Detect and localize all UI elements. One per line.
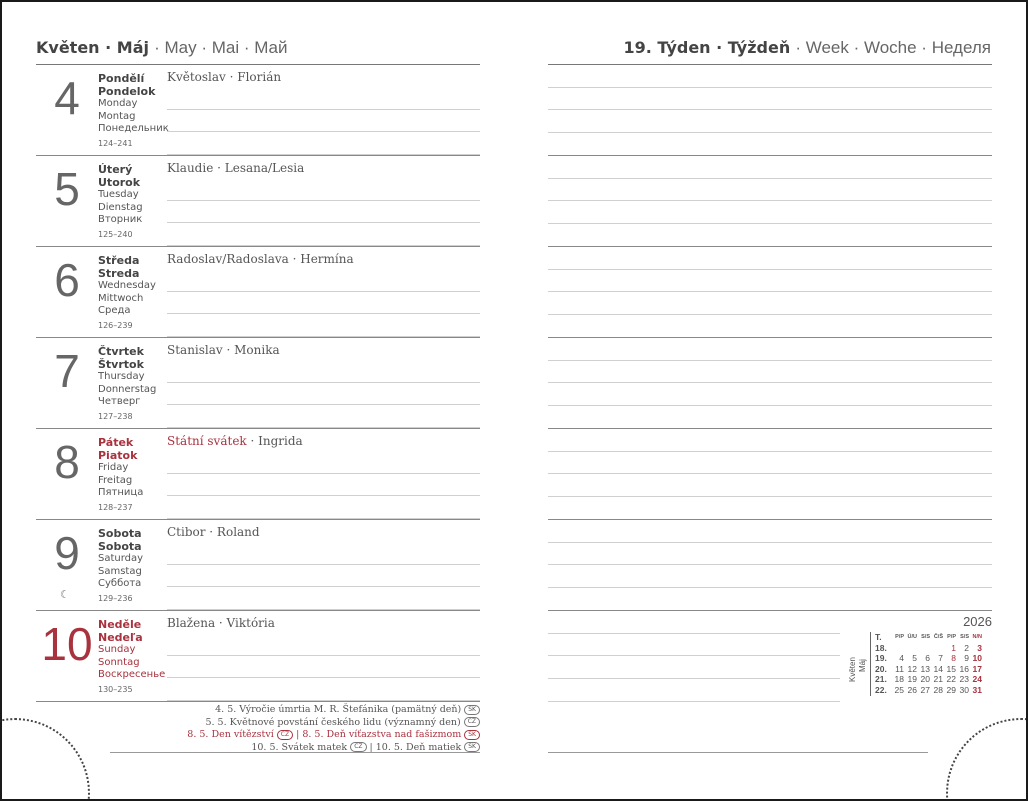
sk-badge: SK bbox=[464, 705, 480, 715]
writing-lines[interactable] bbox=[167, 360, 480, 428]
calendar-day: 31 bbox=[972, 684, 982, 695]
holiday-rule bbox=[110, 752, 480, 753]
calendar-day: 4 bbox=[899, 653, 904, 663]
day-of-year: 129–236 bbox=[98, 593, 133, 603]
day-number: 6 bbox=[54, 254, 80, 306]
day-name-cz: Čtvrtek bbox=[98, 345, 144, 358]
mini-calendar bbox=[846, 614, 992, 700]
day-of-year: 128–237 bbox=[98, 502, 133, 512]
calendar-day bbox=[931, 643, 944, 654]
holiday-text: | 8. 5. Deň víťazstva nad fašizmom bbox=[296, 729, 462, 740]
week-number: 22. bbox=[875, 684, 887, 695]
day-name-sk: Pondelok bbox=[98, 84, 156, 98]
day-name-de: Sonntag bbox=[98, 656, 140, 668]
weekday-header: P/P bbox=[895, 634, 904, 640]
notes-block[interactable] bbox=[548, 611, 840, 702]
notes-block[interactable] bbox=[548, 156, 992, 247]
calendar-day: 28 bbox=[933, 684, 943, 695]
nameday: Ctibor · Roland bbox=[167, 525, 260, 539]
notes-block[interactable] bbox=[548, 65, 992, 156]
day-names bbox=[98, 619, 165, 696]
day-name-en: Friday bbox=[98, 462, 129, 473]
day-row-10[interactable] bbox=[36, 611, 480, 702]
day-number: 8 bbox=[54, 436, 80, 488]
calendar-day: 17 bbox=[972, 663, 982, 674]
day-row-9[interactable] bbox=[36, 520, 480, 611]
day-of-year: 124–241 bbox=[98, 138, 133, 148]
calendar-day: 5 bbox=[912, 653, 917, 663]
cz-badge: CZ bbox=[277, 730, 293, 740]
calendar-day: 14 bbox=[933, 663, 943, 674]
mini-calendar-divider bbox=[870, 632, 871, 696]
state-holiday-label: Státní svátek bbox=[167, 434, 247, 448]
calendar-day: 19 bbox=[907, 674, 917, 684]
writing-lines[interactable] bbox=[167, 451, 480, 519]
binder-arc-left bbox=[0, 700, 100, 799]
holiday-text: 5. 5. Květnové povstání českého lidu (významný den) bbox=[205, 716, 461, 728]
day-name-de: Freitag bbox=[98, 474, 133, 486]
day-name-sk: Streda bbox=[98, 266, 140, 280]
calendar-day: 26 bbox=[907, 684, 917, 695]
week-header-bold: 19. Týden · Týždeň bbox=[623, 38, 791, 57]
day-names bbox=[98, 528, 143, 605]
calendar-day bbox=[905, 643, 918, 654]
calendar-day: 22 bbox=[946, 674, 956, 684]
day-name-ru: Воскресенье bbox=[98, 669, 166, 680]
day-name-sk: Piatok bbox=[98, 448, 138, 462]
day-of-year: 127–238 bbox=[98, 411, 133, 421]
day-name-cz: Neděle bbox=[98, 618, 142, 631]
notes-block[interactable] bbox=[548, 338, 992, 429]
holiday-line bbox=[100, 717, 480, 730]
month-header bbox=[36, 38, 288, 58]
nameday: Klaudie · Lesana/Lesia bbox=[167, 161, 305, 175]
day-name-cz: Pátek bbox=[98, 436, 134, 449]
week-header-rest: · Week · Woche · Неделя bbox=[795, 38, 991, 57]
day-name-cz: Sobota bbox=[98, 527, 142, 540]
week-number: 20. bbox=[875, 663, 887, 674]
day-name-ru: Понедельник bbox=[98, 123, 169, 134]
calendar-day: 12 bbox=[907, 663, 917, 674]
day-row-6[interactable] bbox=[36, 247, 480, 338]
calendar-day: 15 bbox=[946, 663, 956, 674]
day-name-sk: Štvrtok bbox=[98, 357, 144, 371]
calendar-day: 11 bbox=[895, 663, 904, 674]
nameday: Květoslav · Florián bbox=[167, 70, 282, 84]
sk-badge: SK bbox=[464, 742, 480, 752]
holiday-text: 8. 5. Den vítězství bbox=[187, 729, 274, 740]
day-number: 4 bbox=[54, 72, 80, 124]
holiday-line bbox=[100, 704, 480, 717]
calendar-day: 1 bbox=[951, 642, 956, 653]
calendar-day: 23 bbox=[959, 674, 969, 684]
writing-lines[interactable] bbox=[167, 87, 480, 155]
month-header-rest: · May · Mai · Май bbox=[154, 38, 288, 57]
writing-lines[interactable] bbox=[167, 542, 480, 610]
day-name-de: Mittwoch bbox=[98, 292, 144, 304]
day-name-ru: Вторник bbox=[98, 214, 143, 225]
weekday-header: N/N bbox=[972, 634, 982, 640]
month-label-cz: Květen bbox=[848, 657, 857, 682]
calendar-day bbox=[892, 643, 905, 654]
calendar-day: 29 bbox=[946, 684, 956, 695]
day-name-sk: Nedeľa bbox=[98, 630, 143, 644]
calendar-day: 7 bbox=[938, 653, 943, 663]
day-name-de: Dienstag bbox=[98, 201, 143, 213]
day-row-4[interactable] bbox=[36, 65, 480, 156]
calendar-day: 16 bbox=[959, 663, 969, 674]
day-name-de: Donnerstag bbox=[98, 383, 157, 395]
nameday: Stanislav · Monika bbox=[167, 343, 280, 357]
day-name-en: Sunday bbox=[98, 644, 136, 655]
day-of-year: 125–240 bbox=[98, 229, 133, 239]
calendar-day: 24 bbox=[972, 674, 982, 684]
day-name-ru: Пятница bbox=[98, 487, 144, 498]
day-of-year: 126–239 bbox=[98, 320, 133, 330]
weekday-header: P/P bbox=[947, 634, 956, 640]
day-number: 5 bbox=[54, 163, 80, 215]
calendar-day: 3 bbox=[977, 642, 982, 653]
calendar-day: 18 bbox=[894, 674, 904, 684]
notes-block[interactable] bbox=[548, 247, 992, 338]
writing-lines[interactable] bbox=[167, 178, 480, 246]
calendar-day: 21 bbox=[933, 674, 943, 684]
day-name-cz: Středa bbox=[98, 254, 140, 267]
cz-badge: CZ bbox=[464, 717, 480, 727]
day-name-cz: Pondělí bbox=[98, 72, 145, 85]
moon-phase-icon: ☾ bbox=[60, 588, 70, 601]
day-name-ru: Четверг bbox=[98, 396, 141, 407]
week-col-header: T. bbox=[875, 632, 882, 642]
calendar-day: 13 bbox=[920, 663, 930, 674]
nameday: Radoslav/Radoslava · Hermína bbox=[167, 252, 354, 266]
day-of-year: 130–235 bbox=[98, 684, 133, 694]
mini-calendar-year: 2026 bbox=[963, 614, 992, 629]
day-row-5[interactable] bbox=[36, 156, 480, 247]
day-number: 7 bbox=[54, 345, 80, 397]
day-name-de: Samstag bbox=[98, 565, 142, 577]
weekday-header: S/S bbox=[960, 634, 969, 640]
day-name-de: Montag bbox=[98, 110, 136, 122]
sk-badge: SK bbox=[464, 730, 480, 740]
weekday-header: Ú/U bbox=[907, 634, 917, 640]
day-names bbox=[98, 73, 169, 150]
mini-calendar-month-label bbox=[846, 632, 868, 694]
week-header bbox=[624, 38, 991, 58]
nameday bbox=[167, 434, 303, 448]
day-name-en: Wednesday bbox=[98, 280, 156, 291]
day-name-en: Monday bbox=[98, 98, 138, 109]
calendar-day: 10 bbox=[972, 653, 982, 663]
writing-lines[interactable] bbox=[167, 269, 480, 337]
day-names bbox=[98, 437, 143, 514]
holiday-notes bbox=[100, 704, 480, 754]
day-name-en: Tuesday bbox=[98, 189, 139, 200]
day-names bbox=[98, 346, 156, 423]
month-label-sk: Máj bbox=[858, 659, 867, 672]
week-number: 21. bbox=[875, 674, 887, 684]
weekday-header: S/S bbox=[921, 634, 930, 640]
holiday-line bbox=[100, 729, 480, 742]
day-names bbox=[98, 164, 143, 241]
right-bottom-rule bbox=[548, 752, 928, 753]
cz-badge: CZ bbox=[350, 742, 366, 752]
day-name-en: Thursday bbox=[98, 371, 145, 382]
month-header-bold: Květen · Máj bbox=[36, 38, 149, 57]
nameday-text: · Ingrida bbox=[246, 434, 303, 448]
calendar-day: 27 bbox=[920, 684, 930, 695]
notes-block[interactable] bbox=[548, 520, 992, 611]
holiday-text: 4. 5. Výročie úmrtia M. R. Štefánika (pamätný deň) bbox=[215, 704, 462, 715]
writing-lines[interactable] bbox=[167, 633, 480, 701]
day-number: 9 bbox=[54, 527, 80, 579]
holiday-text: | 10. 5. Deň matiek bbox=[369, 741, 462, 753]
day-name-ru: Суббота bbox=[98, 578, 142, 589]
nameday: Blažena · Viktória bbox=[167, 616, 275, 630]
calendar-day: 20 bbox=[920, 674, 930, 684]
day-name-ru: Среда bbox=[98, 305, 131, 316]
calendar-day: 6 bbox=[925, 653, 930, 663]
calendar-day: 25 bbox=[894, 684, 904, 695]
calendar-day bbox=[918, 643, 931, 654]
calendar-day: 8 bbox=[951, 653, 956, 663]
day-row-8[interactable] bbox=[36, 429, 480, 520]
calendar-day: 9 bbox=[964, 653, 969, 663]
binder-arc-right bbox=[930, 700, 1026, 799]
notes-block[interactable] bbox=[548, 429, 992, 520]
day-name-cz: Úterý bbox=[98, 163, 133, 176]
holiday-text: 10. 5. Svátek matek bbox=[251, 741, 348, 753]
day-name-en: Saturday bbox=[98, 553, 144, 564]
week-number: 19. bbox=[875, 653, 887, 663]
weekday-header: Č/Š bbox=[933, 634, 943, 640]
day-name-sk: Sobota bbox=[98, 539, 142, 553]
day-separator bbox=[36, 701, 480, 702]
day-names bbox=[98, 255, 156, 332]
calendar-day: 30 bbox=[959, 684, 969, 695]
calendar-day: 2 bbox=[964, 642, 969, 653]
day-name-sk: Utorok bbox=[98, 175, 141, 189]
week-number: 18. bbox=[875, 642, 887, 653]
day-number: 10 bbox=[41, 618, 93, 670]
day-row-7[interactable] bbox=[36, 338, 480, 429]
mini-calendar-grid bbox=[874, 632, 983, 695]
